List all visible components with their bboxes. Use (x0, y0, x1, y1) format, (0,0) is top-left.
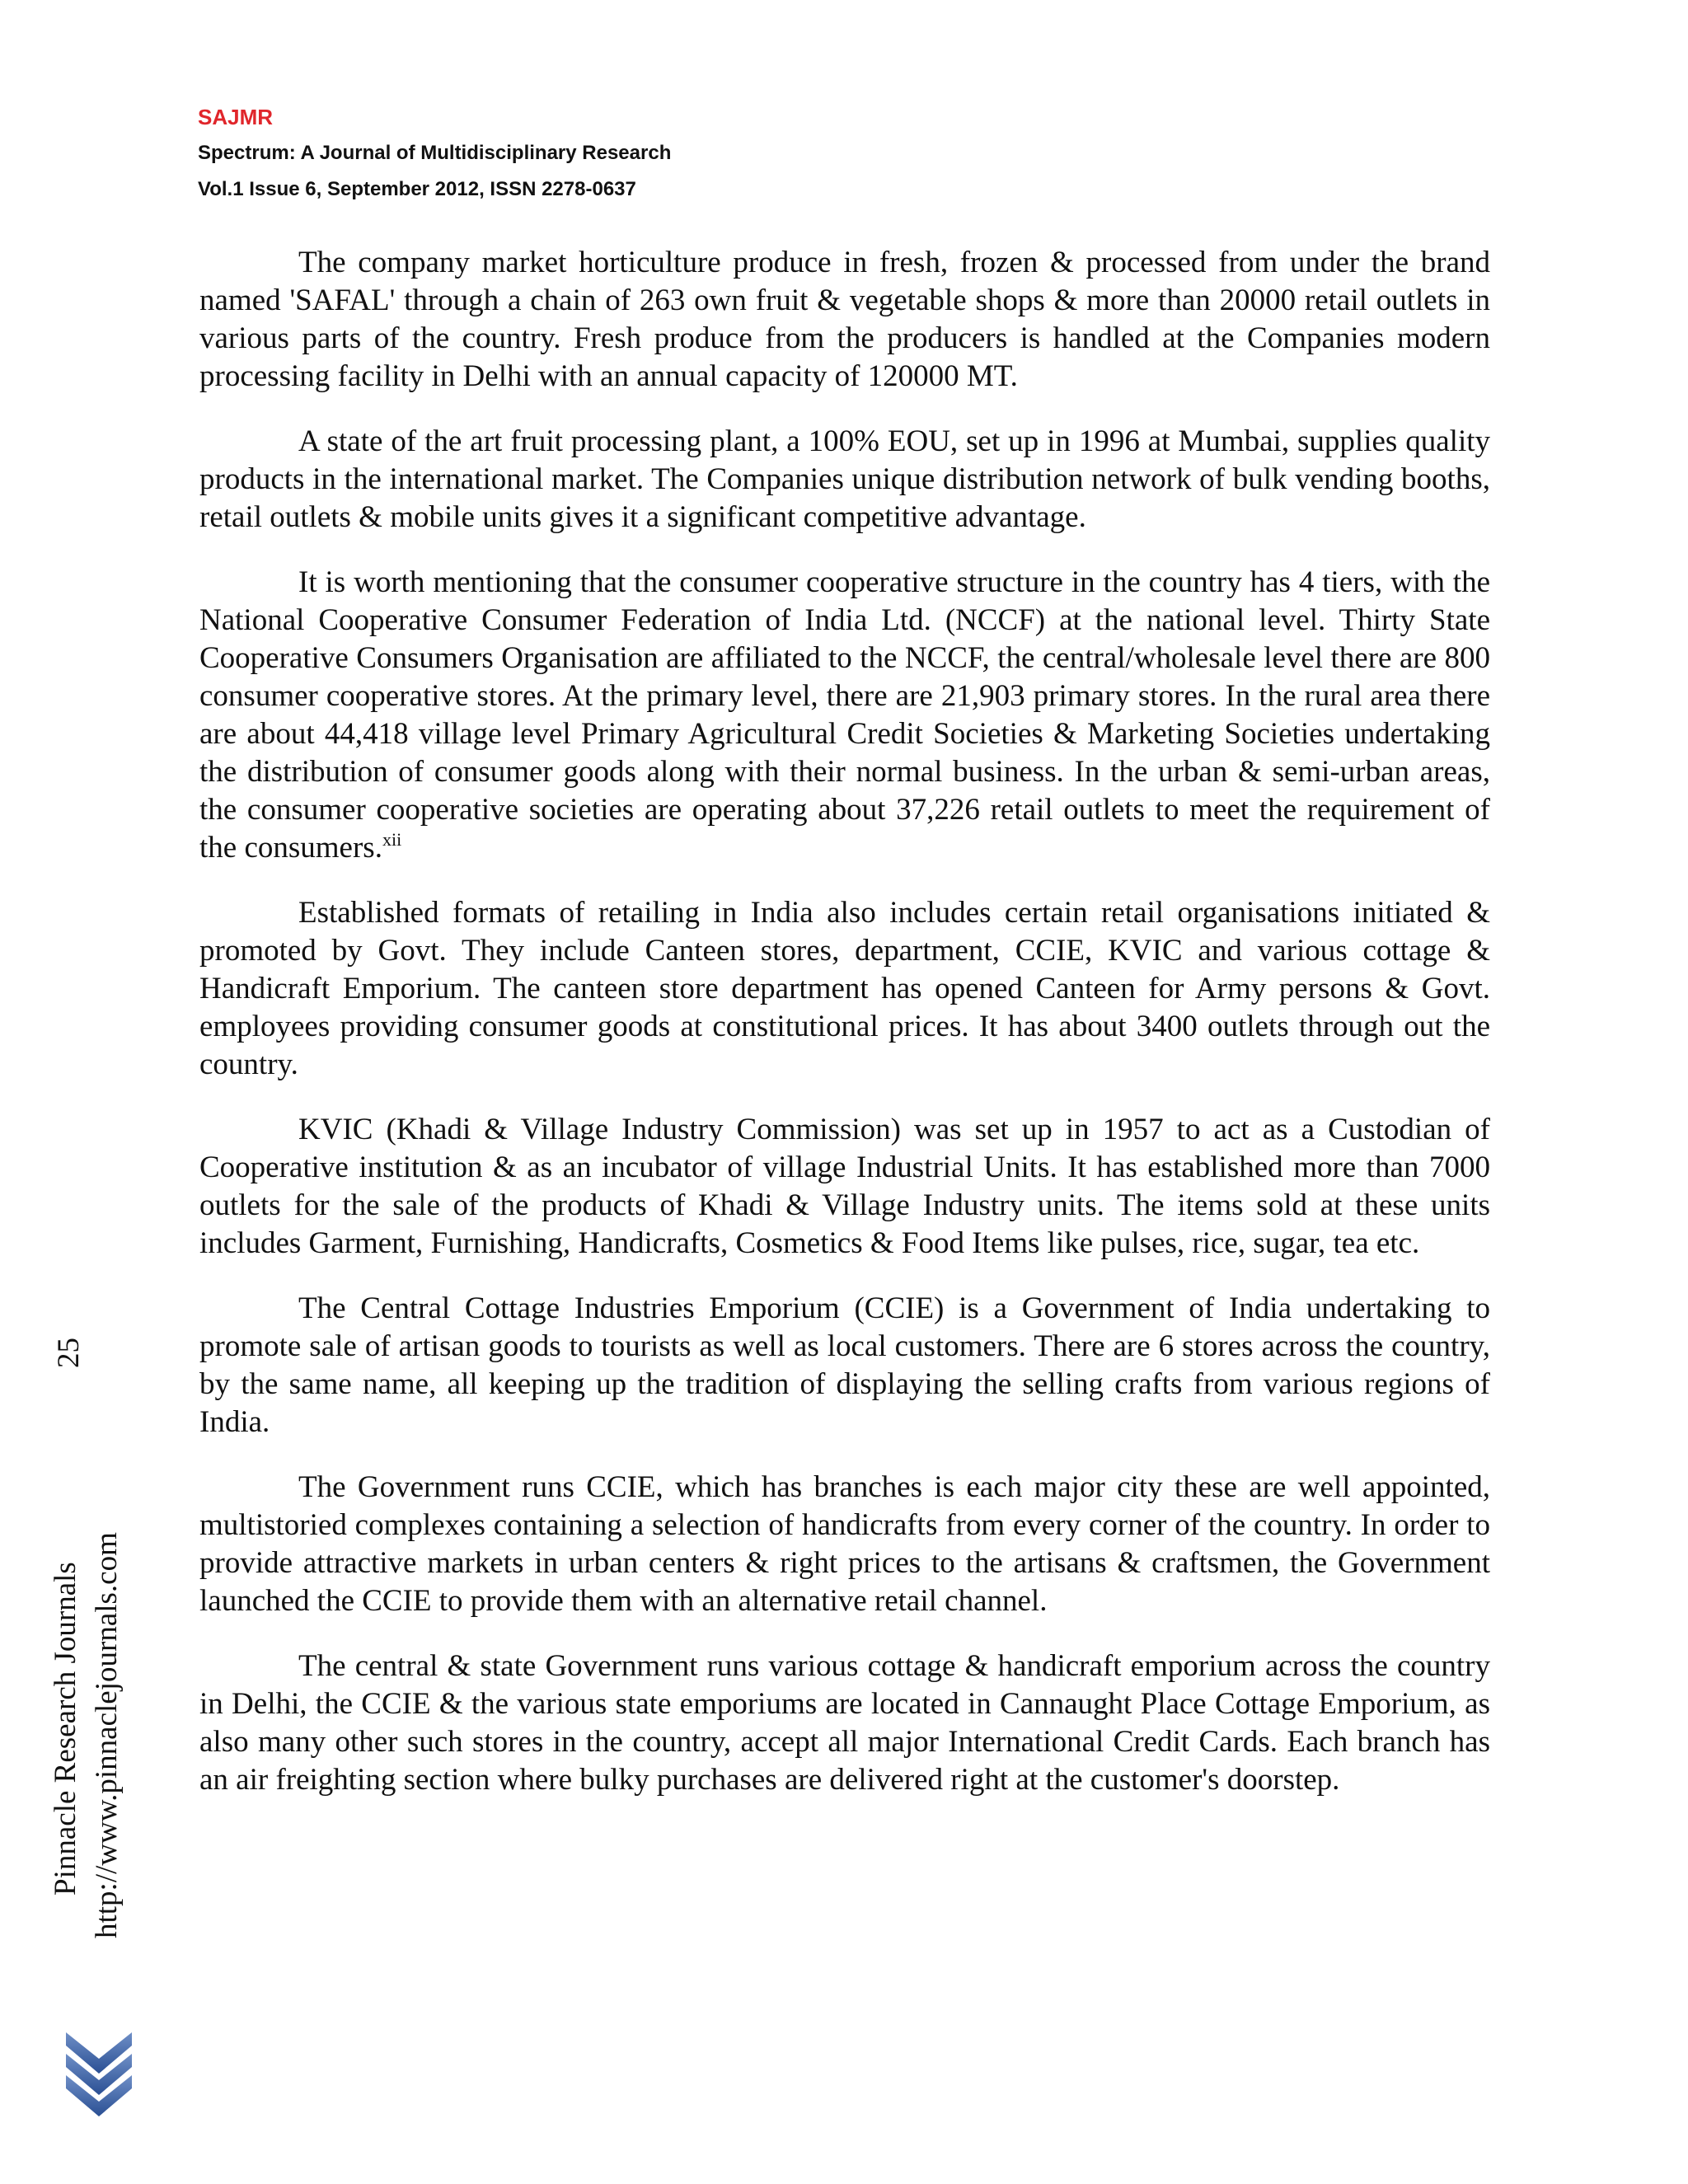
paragraph-processing-plant: A state of the art fruit processing plant, a 100% EOU, set up in 1996 at Mumbai, supplies quality products in the international market. The Companies unique distribution network of bulk vending booths, retail outlets & mobile units gives it a significant competitive advantage. (199, 424, 1490, 534)
paragraph-ccie: The Central Cottage Industries Emporium (CCIE) is a Government of India undertaking to promote sale of artisan goods to tourists as well as local customers. There are 6 stores across the country, by the same name, all keeping up the tradition of displaying the selling crafts from various regions of India. (199, 1291, 1490, 1439)
publisher-name: Pinnacle Research Journals (49, 1562, 82, 1896)
journal-code: SAJMR (198, 105, 274, 129)
page-number: 25 (52, 1338, 86, 1368)
footnote-marker[interactable]: xii (382, 829, 402, 850)
double-chevron-down-icon (63, 2027, 135, 2118)
paragraph-cooperative-text: It is worth mentioning that the consumer cooperative structure in the country has 4 tiers, with the National Cooperative Consumer Federation of India Ltd. (NCCF) at the national level. Thirty State Cooperative Consumers Organisation are affiliated to the NCCF, the central/wholesale level there are 800 consumer cooperative stores. At the primary level, there are 21,903 primary stores. In the rural area there are about 44,418 village level Primary Agricultural Credit Societies & Marketing Societies undertaking the distribution of consumer goods along with their normal business. In the urban & semi-urban areas, the consumer cooperative societies are operating about 37,226 retail outlets to meet the requirement of the consumers. (199, 565, 1490, 865)
journal-header (198, 99, 671, 208)
volume-info: Vol.1 Issue 6, September 2012, ISSN 2278-0637 (198, 178, 636, 200)
paragraph-cooperative-structure (199, 564, 1490, 867)
paragraph-government-ccie: The Government runs CCIE, which has branches is each major city these are well appointed, multistoried complexes containing a selection of handicrafts from every corner of the country. In order to provide attractive markets in urban centers & right prices to the artisans & craftsmen, the Government launched the CCIE to provide them with an alternative retail channel. (199, 1470, 1490, 1618)
article-body (199, 244, 1490, 1826)
paragraph-safal: The company market horticulture produce in fresh, frozen & processed from under the brand named 'SAFAL' through a chain of 263 own fruit & vegetable shops & more than 20000 retail outlets in various parts of the country. Fresh produce from the producers is handled at the Companies modern processing facility in Delhi with an annual capacity of 120000 MT. (199, 246, 1490, 393)
paragraph-kvic: KVIC (Khadi & Village Industry Commission) was set up in 1957 to act as a Custodian of Cooperative institution & as an incubator of village Industrial Units. It has established more than 7000 outlets for the sale of the products of Khadi & Village Industry units. The items sold at these units includes Garment, Furnishing, Handicrafts, Cosmetics & Food Items like pulses, rice, sugar, tea etc. (199, 1113, 1490, 1260)
paragraph-retail-formats: Established formats of retailing in India also includes certain retail organisations initiated & promoted by Govt. They include Canteen stores, department, CCIE, KVIC and various cottage & Handicraft Emporium. The canteen store department has opened Canteen for Army persons & Govt. employees providing consumer goods at constitutional prices. It has about 3400 outlets through out the country. (199, 896, 1490, 1081)
paragraph-emporium: The central & state Government runs various cottage & handicraft emporium across the country in Delhi, the CCIE & the various state emporiums are located in Cannaught Place Cottage Emporium, as also many other such stores in the country, accept all major International Credit Cards. Each branch has an air freighting section where bulky purchases are delivered right at the customer's doorstep. (199, 1649, 1490, 1797)
publisher-website[interactable]: http://www.pinnaclejournals.com (90, 1532, 124, 1938)
journal-name: Spectrum: A Journal of Multidisciplinary Research (198, 142, 672, 164)
